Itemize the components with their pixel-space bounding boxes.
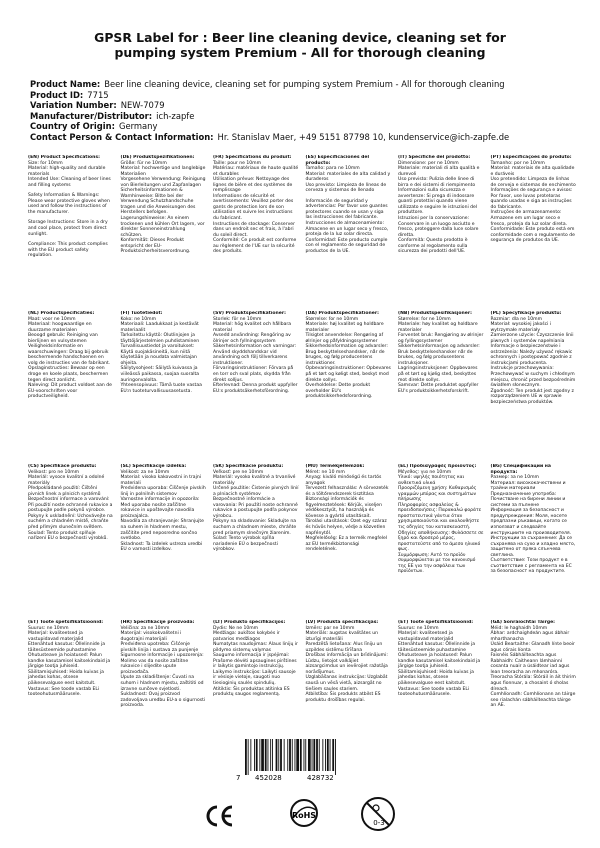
spec-line: Съответствие: Този продукт е в съответствие с регламента на ЕС за безопасност на продуктите. (490, 558, 572, 575)
title-line-1: GPSR Label for : Beer line cleaning device, cleaning set for (94, 30, 506, 45)
spec-heading: (ET) Toote spetsifikatsioonid: (28, 620, 104, 625)
spec-line: Méret: ne 10 mm (305, 469, 345, 475)
spec-heading: (PL) Specyfikacje produktu: (490, 311, 562, 316)
barcode-bar (313, 739, 315, 771)
spec-line: Avsedd användning: Rengöring av ölrinjer och fyllningssystem (213, 333, 291, 344)
spec-line: Предназначение употреба: Почистване на бирени линии и системи за пълнене (490, 491, 566, 508)
spec-line: Инструкции за съхранение: Да се съхранява на сухо и хладно място, защитено от пряка слънчева светлина. (490, 536, 576, 558)
spec-band-2 (25, 311, 580, 459)
spec-line: Bezpečnostné informácie a varovania: Pri použití noste ochranné rukavice a postupujte podľa pokynov výrobcu. (213, 497, 298, 519)
spec-line: Utilisation prévue: Nettoyage des lignes de bière et des systèmes de remplissage (213, 177, 293, 194)
spec-heading: (SL) Specifikacije izdelka: (120, 464, 187, 469)
spec-line: Samsvar: Dette produktet oppfyller EU's produktsikkerhetsforskrift. (398, 383, 479, 394)
meta-country: Country of Origin: Germany (30, 121, 158, 132)
spec-band-4 (25, 620, 580, 732)
spec-line: Materiale: høj kvalitet og holdbare materialer (305, 322, 384, 333)
barcode-bar (312, 739, 313, 771)
spec-heading: (EN) Product Specifications: (28, 155, 100, 160)
spec-line: Material: materiais de alta qualidade e duráveis (490, 166, 575, 177)
spec-line: Instrucciones de almacenamiento: Almacene en un lugar seco y fresco, proteja de la luz solar directa. (305, 221, 389, 238)
spec-line: Size: for 10mm (28, 160, 63, 166)
spec-line: Dimensione: per ne 10mm (398, 160, 459, 166)
meta-product-name: Product Name: Beer line cleaning device, cleaning set for pumping system Premium - All for thorough cleaning (30, 79, 505, 89)
spec-line: Säkerhetsinformation och varningar: Använd skyddshandskar vid användning och följ tillverkarens instruktioner. (213, 344, 297, 366)
spec-line: Materjal: kvaliteetsed ja vastupidavad materjalid (398, 631, 454, 642)
spec-heading: (PT) Especificações do produto: (490, 155, 572, 160)
spec-line: Ohutusteave ja hoiatused: Palun kandke kasutamisel kaitsekindaid ja järgige tootja juhiseid. (28, 653, 111, 670)
spec-line: Izmērs: par ne 10mm (305, 625, 355, 631)
spec-heading: (CS) Specifikace produktu: (28, 464, 97, 469)
spec-line: Instruções de armazenamento: Armazene em um lugar seco e fresco, proteja da luz solar direta. (490, 210, 568, 227)
ce-mark-icon (205, 804, 235, 828)
barcode-bar (332, 739, 334, 771)
spec-heading: (ET) Toote spetsifikatsioonid: (398, 620, 474, 625)
title-line-2: pumping system Premium - All for thorough cleaning (114, 45, 486, 60)
spec-line: Lagerungshinweise: An einem trockenen und kühlen Ort lagern, vor direkter Sonneneinstrahlung schützen. (120, 216, 205, 238)
spec-heading: (ES) Especificaciones del producto: (305, 155, 370, 166)
spec-line: Material: materiales de alta calidad y duraderos (305, 171, 391, 183)
spec-line: Medžiaga: aukštos kokybės ir patvarios medžiagos (213, 631, 280, 642)
spec-line: Sikkerhedsinformation og advarsler: Brug beskyttelseshandsker, når de bruges, og følg producentens instruktioner. (305, 344, 388, 366)
spec-line: Velikost: pro ne 10mm (28, 469, 80, 475)
spec-line: Ábhar: ardchaighdeán agus ábhair mharthanacha (490, 631, 570, 642)
spec-line: Säilitamisjuhised: Hoida kuivas ja jahedas kohas, otsese päikesevalguse eest kaitstult. (398, 669, 474, 687)
spec-column (395, 620, 488, 732)
spec-line: Overholdelse: Dette produkt overholder EU's produktsikkerhedsforordning. (305, 383, 373, 400)
spec-heading: (BG) Спецификации на продукта: (490, 464, 551, 475)
spec-line: Размер: за ne 10mm (490, 475, 539, 481)
barcode-bar (292, 739, 293, 771)
barcode-digits-mid: 452028 (255, 774, 282, 782)
spec-column (25, 464, 118, 614)
spec-heading: (DA) Produktspecifikationer: (305, 311, 379, 316)
spec-line: Säilitamisjuhised: Hoida kuivas ja jahedas kohas, otsese päikesevalguse eest kaitstult. (28, 669, 104, 687)
spec-column (303, 311, 396, 459)
spec-line: Méid: le haghaidh 10mm (490, 625, 548, 631)
spec-line: Turvallisuustiedot ja varoitukset: Käytä suojakäsineitä, kun niitä käytetään ja noudata valmistajan ohjeita. (120, 344, 197, 366)
spec-heading: (SK) Špecifikácie produktu: (213, 464, 284, 469)
spec-line: Ettenähtud kasutus: Õllelinnide ja täitesüsteemide puhastamine (398, 642, 476, 653)
spec-column (118, 311, 211, 459)
spec-column (488, 620, 581, 732)
spec-line: Materijal: visokokvalitetni i dugotrajni materijali (120, 631, 182, 642)
spec-line: Treoracha Stórála: Stóráil in áit thirim agus fionnuar, a chosaint ó sholas díreach. (490, 675, 576, 692)
spec-line: Sigurnosne informacije i upozorenja: Molimo vas da nosite zaštitne rukavice i slijedite upute proizvođača. (120, 653, 204, 675)
product-meta (30, 79, 580, 143)
barcode-bar (330, 739, 331, 771)
barcode-bar (304, 739, 305, 771)
ean-barcode (233, 737, 363, 782)
spec-line: Storlek: för ne 10mm (213, 316, 262, 322)
spec-line: Saugumo informacija ir įspėjimai: Prašome dėvėti apsaugines pirštines ir laikytis gamintojo instrukcijų. (213, 653, 297, 670)
spec-column (25, 311, 118, 459)
spec-band-3 (25, 464, 580, 614)
spec-column (303, 155, 396, 305)
spec-line: Istruzioni per la conservazione: Conservare in un luogo asciutto e fresco, proteggere dalla luce solare diretta. (398, 216, 479, 238)
barcode-bar (268, 739, 269, 771)
rohs-icon (285, 798, 323, 828)
spec-heading: (LT) Produkto specifikacijos: (213, 620, 286, 625)
meta-variation: Variation Number: NEW-7079 (30, 100, 165, 111)
spec-line: Atbilstība: Šis produkts atbilst ES produktu drošības regulai. (305, 692, 381, 703)
barcode-bar (308, 739, 311, 771)
barcode-bar (259, 739, 260, 771)
meta-manufacturer: Manufacturer/Distributor: ich-zapfe (30, 110, 195, 121)
barcode-bar (335, 739, 336, 775)
barcode-bar (327, 739, 329, 771)
spec-line: Størrelse: for ne 10mm (305, 316, 359, 322)
spec-line: Opslaginstructies: Bewaar op een droge en koele plaats, beschermen tegen direct zonlicht. (28, 366, 109, 383)
spec-line: Materiale: høy kvalitet og holdbare materialer (398, 322, 478, 333)
spec-line: Zgodność: Ten produkt jest zgodny z rozporządzeniem UE w sprawie bezpieczeństwa produktów. (490, 388, 574, 405)
spec-column (210, 311, 303, 459)
spec-column (488, 311, 581, 459)
barcode-bar (261, 739, 264, 771)
spec-line: Größe: für ne 10mm (120, 160, 167, 166)
spec-line: Tárolási utasítások: Ozet egy száraz és hűvös helyen, védje a közvetlen napfénytől. (305, 519, 387, 536)
barcode-bar (278, 739, 279, 771)
spec-line: Säilytysohjeet: Säilytä kuivassa ja viileässä paikassa, suojaa suoralta auringonvalolta. (120, 366, 200, 383)
barcode-bar (284, 739, 285, 771)
spec-heading: (HR) Specifikacije proizvoda: (120, 620, 195, 625)
spec-line: Υλικό: υψηλής ποιότητας και ανθεκτικά υλικά (398, 475, 465, 486)
barcode-bar (270, 739, 271, 771)
spec-line: Drošības informācija un brīdinājumi: Lūdzu, lietojot valkājiet aizsargcimdus un ievērojiet ražotāja norādījumus. (305, 653, 388, 675)
spec-line: Информация за безопасност и предупреждения: Моля, носете предпазни ръкавици, когато се използват и следвайте инструкциите на производителя. (490, 508, 572, 536)
spec-line: Material: high-quality and durable materials (28, 166, 106, 177)
spec-line: Předpokládané použití: Čištění pivních linek a plnicích systémů (28, 486, 101, 497)
barcode-digit-left: 7 (236, 774, 241, 782)
barcode-bar (254, 739, 255, 771)
spec-line: Ettenähtud kasutus: Õllelinnide ja täitesüsteemide puhastamine (28, 642, 106, 653)
barcode-bar (300, 739, 302, 771)
spec-line: Rozmiar: dla ne 10mm (490, 316, 543, 322)
spec-line: Atitiktis: Šis produktas atitinka ES produktų saugos reglamentą. (213, 686, 290, 698)
spec-column (210, 464, 303, 614)
spec-line: Lagringsinstruksjoner: Oppbevares på et tørt og kjølig sted, beskyttes mot direkte sollys. (398, 366, 478, 383)
spec-line: Uzglabāšanas instrukcijas: Uzglabāt sausā un vēsā vietā, aizsargāt no tiešiem saules stariem. (305, 675, 388, 692)
spec-column (303, 620, 396, 732)
barcode-bar (248, 739, 249, 775)
spec-column (118, 620, 211, 732)
spec-heading: (MU) Termékjellemzők: (305, 464, 365, 469)
barcode-bar (305, 739, 306, 771)
spec-line: Informations de sécurité et avertissements: Veuillez porter des gants de protection lors de son utilisation et suivre les instructions du fabricant. (213, 193, 294, 222)
spec-line: Material: hög kvalitet och hållbara material (213, 322, 292, 333)
spec-column (118, 464, 211, 614)
spec-line: Materiał: wysokiej jakości i wytrzymałe materiały (490, 322, 552, 333)
spec-line: Varnostne informacije in opozorila: Med uporabo nosite zaščitne rokavice in upoštevajte navodila proizvajalca. (120, 497, 200, 519)
spec-line: Tarkoitettu käyttö: Olutlinjojen ja täyttöjärjestelmien puhdistaminen (120, 333, 200, 344)
spec-line: Compliance: This product complies with the EU product safety regulation. (28, 242, 108, 259)
spec-band-1 (25, 155, 580, 305)
spec-column (303, 464, 396, 614)
spec-line: Pokyny na skladovanie: Skladujte na suchom a chladnom mieste, chráňte pred priamym slnečným žiarením. (213, 519, 297, 536)
spec-line: Paredzētā lietošana: Alus līniju un uzpildes sistēmu tīrīšana (305, 642, 383, 653)
spec-heading: (IT) Specifiche del prodotto: (398, 155, 471, 160)
spec-line: Förvaringsinstruktioner: Förvara på en torr och sval plats, skydda från direkt solljus. (213, 366, 294, 383)
spec-line: Materiale: materiali di alta qualità e durevoli (398, 166, 480, 177)
spec-column (395, 155, 488, 305)
spec-line: Conformidad: Este producto cumple con el reglamento de seguridad de productos de la UE. (305, 237, 388, 254)
rohs-text: RoHS (291, 811, 317, 820)
spec-column (25, 155, 118, 305)
spec-line: Μέγεθος: για ne 10mm (398, 469, 452, 475)
spec-line: Naleving: Dit product voldoet aan de EU-voorschriften voor productveiligheid. (28, 383, 112, 400)
spec-line: Bezpečnostní informace a varování: Při použití noste ochranné rukavice a postupujte podle pokynů výrobce. (28, 497, 113, 514)
barcode-bar (265, 739, 267, 771)
barcode-bar (289, 739, 291, 771)
meta-product-id: Product ID: 7715 (30, 89, 109, 100)
spec-line: Materiál: vysoko kvalitné a trvanlivé materiály (213, 475, 296, 486)
spec-line: Sukladnost: Ovaj proizvod zadovoljava uredbu EU-a o sigurnosti proizvoda. (120, 692, 206, 709)
spec-line: Suurus: ne 10mm (398, 625, 439, 631)
spec-line: Tamanho: por ne 10mm (490, 160, 545, 166)
spec-line: Veličina: za ne 10mm (120, 625, 170, 631)
barcode-bar (319, 739, 320, 771)
spec-heading: (FI) Tuotetiedot: (120, 311, 163, 316)
spec-line: Vastavus: See toode vastab ELi tooteohutusmäärusele. (398, 686, 470, 698)
spec-line: Tamaño: para ne 10mm (305, 166, 360, 172)
spec-line: Materiaal: hoogwaardige en duurzame materialen (28, 322, 92, 333)
spec-line: Vorgesehene Verwendung: Reinigung von Bierleitungen und Zapfanlagen (120, 177, 206, 188)
age-text: 0-3 (373, 819, 385, 827)
spec-line: Uso previsto: Pulizia delle linee di birra e dei sistemi di riempimento (398, 177, 476, 188)
spec-line: Opbevaringsinstruktioner: Opbevares på et tørt og køligt sted, beskyt mod direkte sollys. (305, 366, 391, 383)
barcode-bar (316, 739, 318, 771)
spec-line: Beoogd gebruik: Reiniging van bierlijnen en vulsystemen (28, 333, 98, 344)
spec-line: Sicherheitsinformationen & Warnhinweise: Bitte bei der Verwendung Schutzhandschuhe tragen und die Anweisungen des Herstellers befolgen. (120, 188, 196, 216)
spec-heading: (FR) Spécifications du produit: (213, 155, 292, 160)
spec-line: Safety Information & Warnings: Please wear protective gloves when used and follow the instructions of the manufacturer. (28, 193, 110, 215)
spec-line: Uso pretendido: Limpeza de linhas de cerveja e sistemas de enchimento (490, 177, 576, 188)
spec-column (210, 155, 303, 305)
spec-line: Materiaali: Laadukkaat ja kestävät materiaalit (120, 322, 199, 333)
spec-line: Veiligheidsinformatie en waarschuwingen: Draag bij gebruik beschermende handschoenen en volg de instructies van de fabrikant. (28, 344, 111, 366)
spec-line: Sikkerhetsinformasjon og advarsler: Bruk beskyttelseshansker når de brukes, og følg produsentens instruksjoner. (398, 344, 480, 366)
spec-heading: (NB) Produktspesifikasjoner: (398, 311, 472, 316)
spec-line: Yhteensopivuus: Tämä tuote vastaa EU:n tuoteturvallisuusasetusta. (120, 383, 202, 394)
spec-line: Materjal: kvaliteetsed ja vastupidavad materjalid (28, 631, 84, 642)
barcode-bar (295, 739, 296, 771)
spec-line: Upute za skladištenje: Čuvati na suhom i hladnom mjestu, zaštititi od izravne sunčeve svjetlosti. (120, 675, 204, 692)
spec-line: Skladnost: Ta izdelek ustreza uredbi EU o varnosti izdelkov. (120, 541, 203, 553)
barcode-bar (296, 739, 299, 771)
spec-line: Efterlevnad: Denna produkt uppfyller EU:s produktsäkerhetsförordning. (213, 383, 298, 394)
spec-line: Comhlíonadh: Comhlíonann an táirge seo rialachán sábháilteachta táirge an AE. (490, 692, 576, 709)
spec-line: Soulad: Tento produkt splňuje nařízení EU o bezpečnosti výrobků. (28, 530, 108, 542)
spec-heading: (SV) Produktspecifikationer: (213, 311, 286, 316)
spec-column (395, 311, 488, 459)
spec-line: Koko: ne 10mm (120, 316, 157, 322)
spec-line: Materiál: vysoce kvalitní a odolné materiály (28, 475, 105, 486)
barcode-bar (245, 739, 247, 775)
spec-line: Οδηγίες αποθήκευσης: Φυλάσσετε σε ξηρό και δροσερό μέρος, προστατεύστε από το άμεσο ηλιακό φως. (398, 530, 484, 553)
spec-line: Ohutusteave ja hoiatused: Palun kandke kasutamisel kaitsekindaid ja järgige tootja juhiseid. (398, 653, 481, 670)
spec-line: Dydis: Ne ne 10mm (213, 625, 259, 631)
spec-line: Storage Instructions: Store in a dry and cool place, protect from direct sunlight. (28, 220, 108, 237)
spec-line: Información de seguridad y advertencias: Por favor use guantes protectores cuando se usan y siga las instrucciones del fabricante. (305, 198, 388, 221)
spec-line: Материал: висококачествени и трайни материали (490, 480, 566, 492)
spec-column (488, 464, 581, 614)
spec-line: Instructions de stockage: Conserver dans un endroit sec et frais, à l'abri du soleil direct. (213, 221, 295, 238)
barcode-bar (287, 739, 288, 771)
spec-line: Numatytas naudojimas: Alaus linijų ir pildymo sistemų valymas (213, 642, 298, 653)
spec-line: Predvidena uporaba: Čiščenje pivskih linij in polnilnih sistemov (120, 486, 206, 497)
spec-heading: (LV) Produkta specifikācijas: (305, 620, 379, 625)
spec-heading: (NL) Productspecificaties: (28, 311, 95, 316)
spec-line: Maat: voor ne 10mm (28, 316, 76, 322)
spec-line: Προοριζόμενη χρήση: Καθαρισμός γραμμών μπύρας και συστημάτων πλήρωσης (398, 486, 477, 503)
spec-line: Forventet bruk: Rengjøring av ølrinjer og fyllingssystemer (398, 333, 484, 344)
spec-line: Predviđena upotreba: Čišćenje pivskih linija i sustava za punjenje (120, 642, 199, 653)
spec-column (395, 464, 488, 614)
spec-line: Určené použitie: Čistenie pivných línií a plniacich systémov (213, 486, 299, 497)
spec-line: Informações de segurança e avisos: Por favor, use luvas protetoras quando usadas e siga as instruções do fabricante. (490, 188, 573, 210)
spec-line: Biztonsági információk és figyelmeztetések: Kérjük, viseljen védőkesztyűt, ha használja és kövesse a gyártó utasításait. (305, 497, 382, 519)
spec-line: Conformità: Questo prodotto è conforme al regolamento sulla sicurezza dei prodotti dell'UE. (398, 238, 468, 255)
spec-line: Størrelse: for ne 10mm (398, 316, 451, 322)
spec-line: Pokyny k uskladnění: Uchovávejte na suchém a chladném místě, chraňte před přímým slunečním světlem. (28, 513, 113, 531)
barcode-bar (272, 739, 273, 771)
spec-line: Πληροφορίες ασφαλείας & προειδοποιήσεις: Παρακαλώ φοράτε προστατευτικά γάντια όταν χρησιμοποιούνται και ακολουθήστε τις οδηγίες του κατασκευαστή. (398, 502, 482, 531)
spec-line: Tilsigtet anvendelse: Rengøring af ølrinjer og påfyldningssystemer (305, 333, 384, 344)
barcode-bar (280, 739, 282, 771)
spec-line: Konformität: Dieses Produkt entspricht der EU-Produktsicherheitsverordnung. (120, 238, 191, 255)
age-0-3-warning-icon (360, 796, 396, 832)
barcode-bar (322, 739, 323, 771)
spec-heading: (EL) Προδιαγραφές προϊόντος: (398, 464, 477, 469)
barcode-bar (276, 739, 278, 771)
spec-column (25, 620, 118, 732)
meta-contact: Contact Person & Contact Information: Hr. Stanislav Maer, +49 5151 87798 10, kundenservice@ich-zapfe.de (30, 131, 510, 142)
spec-column (488, 155, 581, 305)
barcode-digits-right: 428732 (307, 774, 334, 782)
spec-line: Velikost: za ne 10mm (120, 469, 170, 475)
barcode-bar (250, 739, 251, 771)
barcode-bar (256, 739, 258, 771)
barcode-bar (325, 739, 326, 771)
spec-line: Navodila za shranjevanje: Shranjujte na suhem in hladnem mestu, zaščitite pred neposredno sončno svetlobo. (120, 519, 204, 542)
spec-line: Zamierzone użycie: Czyszczenie linii piwnych i systemów napełniania (490, 333, 574, 344)
label-title (0, 30, 600, 60)
spec-line: Tervezett felhasználás: A sörvezeték és a töltőrendszerek tisztítása (305, 486, 389, 497)
spec-line: Taille: pour ne 10mm (213, 160, 262, 166)
spec-line: Material: hochwertige und langlebige Materialien (120, 166, 206, 177)
spec-line: Conformidade: Este produto está em conformidade com o regulamento de segurança de produtos da UE. (490, 227, 575, 244)
spec-line: Matériau: matériaux de haute qualité et durables (213, 166, 299, 177)
spec-line: Uso previsto: Limpieza de líneas de cerveza y sistemas de llenado (305, 182, 387, 194)
spec-line: Materiāls: augstas kvalitātes un izturīgi materiāli (305, 631, 378, 642)
spec-line: Veľkosť: pre ne 10mm (213, 469, 264, 475)
spec-line: Informacje o bezpieczeństwie i ostrzeżenia: Należy używać rękawic ochronnych i postępować zgodnie z instrukcjami producenta. (490, 344, 573, 366)
spec-line: Instrukcje przechowywania: Przechowywać w suchym i chłodnym miejscu, chronić przed bezpośrednim światłem słonecznym. (490, 366, 576, 389)
spec-line: Informazioni sulla sicurezza e avvertenze: Si prega di indossare guanti protettivi quando viene utilizzato e seguire le istruzioni del produttore. (398, 188, 478, 216)
spec-line: Συμμόρφωση: Αυτό το προϊόν συμμορφώνεται με τον κανονισμό της ΕΕ για την ασφάλεια των προϊόντων. (398, 552, 476, 575)
spec-column (118, 155, 211, 305)
spec-line: Súlad: Tento výrobok spĺňa nariadenie EÚ o bezpečnosti výrobkov. (213, 536, 278, 553)
spec-line: Faisnéis Sábháilteachta agus Rabhaidh: Caitheann lámhainní cosanta nuair a úsáidtear iad agus lean treoracha an mhonaróra. (490, 653, 570, 675)
spec-line: Material: visoko kakovostni in trajni materiali (120, 475, 201, 486)
spec-line: Conformité: Ce produit est conforme au règlement de l'UE sur la sécurité des produits. (213, 238, 297, 255)
spec-line: Intended Use: Cleaning of beer lines and filling systems (28, 177, 111, 188)
spec-line: Laikymo instrukcijos: Laikyti sausoje ir vėsioje vietoje, saugoti nuo tiesioginių saulės spindulių. (213, 669, 296, 687)
spec-column (210, 620, 303, 732)
spec-line: Úsáid Beartaithe: Glanadh línte beoir agus córais líonta (490, 642, 575, 653)
spec-heading: (GA) Sonraíochtaí Táirge: (490, 620, 555, 625)
spec-line: Anyag: kiváló minőségű és tartós anyagok (305, 475, 382, 486)
spec-line: Suurus: ne 10mm (28, 625, 69, 631)
spec-line: Vastavus: See toode vastab ELi tooteohutusmäärusele. (28, 686, 100, 698)
spec-heading: (DE) Produktspezifikationen: (120, 155, 195, 160)
spec-line: Megfelelőség: Ez a termék megfelel az EU termékbiztonsági rendeletének. (305, 536, 388, 553)
